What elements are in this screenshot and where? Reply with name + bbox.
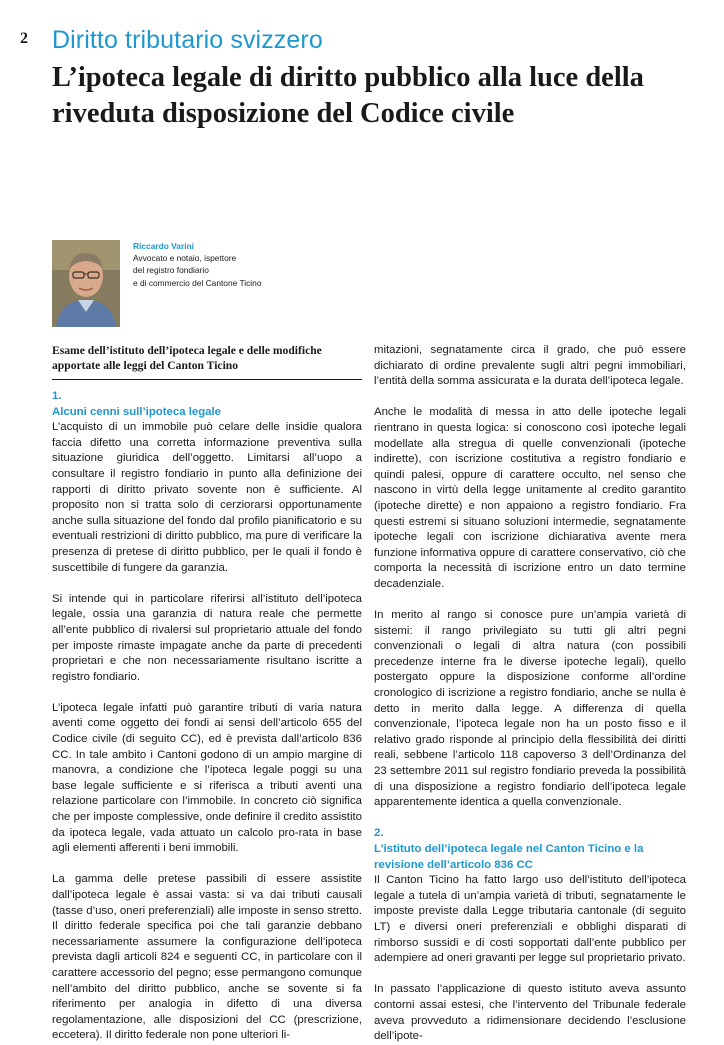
abstract-divider [52, 379, 362, 380]
body-paragraph: Si intende qui in particolare riferirsi all’istituto dell’ipoteca legale, ossia una garanzia di natura reale che permette all’ente pubblico di rivalersi sul proprietario attuale del fondo per imposte rimaste impagate anche da parte di precedenti proprietari e che non necessariamente risultano iscritte a registro fondiario. [52, 592, 362, 683]
body-paragraph: mitazioni, segnatamente circa il grado, che può essere dichiarato di ordine prevalente sugli altri pegni immobiliari, l’entità della somma assicurata e la durata dell’ipoteca legale. [374, 344, 686, 388]
section-heading: L’istituto dell’ipoteca legale nel Canton Ticino e la revisione dell’articolo 836 CC [374, 843, 644, 871]
section-heading: Alcuni cenni sull’ipoteca legale [52, 405, 222, 418]
section-kicker: Diritto tributario svizzero [52, 26, 323, 54]
author-role: Avvocato e notaio, ispettore [133, 253, 237, 264]
body-paragraph: In merito al rango si conosce pure un’ampia varietà di sistemi: il rango privilegiato su tutti gli altri pegni convenzionali o legali di altra natura (con possibili precedenze interne fra le diverse ipoteche legali), quello postergato oppure la disposizione conforme all’ordine cronologico di iscrizione a registro fondiario, anche se nulla è detto in merito dalla legge. A differenza di quella convenzionale, l’ipoteca legale non ha un posto fisso e il relativo grado risponde al principio della flessibilità dei diritti reali, sebbene l’articolo 118 capoverso 3 dell’Ordinanza del 23 settembre 2011 sul registro fondiario preveda la possibilità di una disposizione a registro fondiario dell’ipoteca legale apparentemente identica a quella convenzionale. [374, 609, 686, 809]
author-role: e di commercio del Cantone Ticino [133, 277, 262, 288]
body-paragraph: L’acquisto di un immobile può celare delle insidie qualora faccia difetto una corretta informazione preventiva sulla situazione giuridica dell’oggetto. Limitarsi all’uopo a consultare il registro fondiario in punto alla definizione dei rapporti di diritto privato sovente non è sufficiente. Al proposito non si tratta solo di cerziorarsi opportunamente anche sulla situazione del fondo dal profilo pianificatorio e su eventuali restrizioni di diritto pubblico, ma pure di verificare la presenza di pretese di diritto pubblico, per le quali il fondo è suscettibile di fungere da garanzia. [52, 421, 362, 574]
section-number: 2. [374, 827, 384, 840]
body-paragraph: Il Canton Ticino ha fatto largo uso dell’istituto dell’ipoteca legale a tutela di un’ampia varietà di tributi, segnatamente le imposte previste dalla Legge tributaria cantonale (di seguito LT) e diversi oneri preferenziali e obblighi disparati di rimborso sussidi e di costi sopportati dall’ente pubblico per adempiere ad oneri gravanti per legge sul proprietario privato. [374, 874, 686, 965]
column-right [374, 343, 686, 1045]
author-name: Riccardo Varini [133, 241, 194, 251]
author-role: del registro fondiario [133, 265, 209, 276]
body-paragraph: In passato l’applicazione di questo istituto aveva assunto contorni assai estesi, che l’intervento del Tribunale federale aveva provveduto a ridimensionare decidendo l’esclusione dell’ipote- [374, 983, 686, 1043]
body-paragraph: L’ipoteca legale infatti può garantire tributi di varia natura aventi come oggetto dei fondi ai sensi dell’articolo 655 del Codice civile (di seguito CC), ed è prevista dall’articolo 836 CC. In tale ambito i Cantoni godono di un ampio margine di manovra, a condizione che l’ipoteca legale poggi su una base legale sufficiente e si riferisca a tributi aventi una relazione particolare con l’immobile. In concreto ciò significa che per imposte complessive, onde definire il credito assistito da ipoteca legale, vada attuato un calcolo pro-rata in base agli elementi afferenti i beni immobili. [52, 701, 362, 855]
author-info [133, 240, 353, 289]
author-portrait-illustration [52, 240, 120, 327]
column-left [52, 389, 362, 1044]
section-number: 1. [52, 390, 62, 402]
article-title: L’ipoteca legale di diritto pubblico alla luce della riveduta disposizione del Codice civile [52, 62, 644, 129]
body-paragraph: La gamma delle pretese passibili di essere assistite dall’ipoteca legale è assai vasta: si va dai tributi causali (tasse d’uso, oneri preferenziali) alle imposte in senso stretto. Il diritto federale specifica poi che tali garanzie debbano necessariamente assumere la configurazione dell’ipoteca prevista dagli articoli 824 e seguenti CC, in particolare con il carattere accessorio del pegno; esse permangono comunque nell’ambito del diritto pubblico, anche se sovente si fa riferimento per analogia in difetto di una diversa regolamentazione, alle disposizioni del CC (prescrizione, eccetera). Il diritto federale non pone ulteriori li- [52, 873, 362, 1042]
page-number: 2 [20, 30, 28, 47]
body-paragraph: Anche le modalità di messa in atto delle ipoteche legali rientrano in questa logica: si conoscono così ipoteche legali modellate alla stregua di quelle convenzionali (ipoteche indirette), con iscrizione costitutiva a registro fondiario e quindi palesi, oppure di carattere occulto, nel senso che nascono in virtù della legge unitamente al credito garantito (ipoteche dirette) e non appaiono a registro fondiario. Fra questi estremi si situano soluzioni intermedie, segnatamente ipoteche legali con iscrizione dichiarativa avente mera funzione informativa oppure di carattere conservativo, ciò che comporta la necessità di iscrizione entro un dato termine decadenziale. [374, 406, 686, 590]
article-abstract: Esame dell’istituto dell’ipoteca legale e delle modifiche apportate alle leggi del Canton Ticino [52, 344, 322, 372]
author-photo [52, 240, 120, 327]
